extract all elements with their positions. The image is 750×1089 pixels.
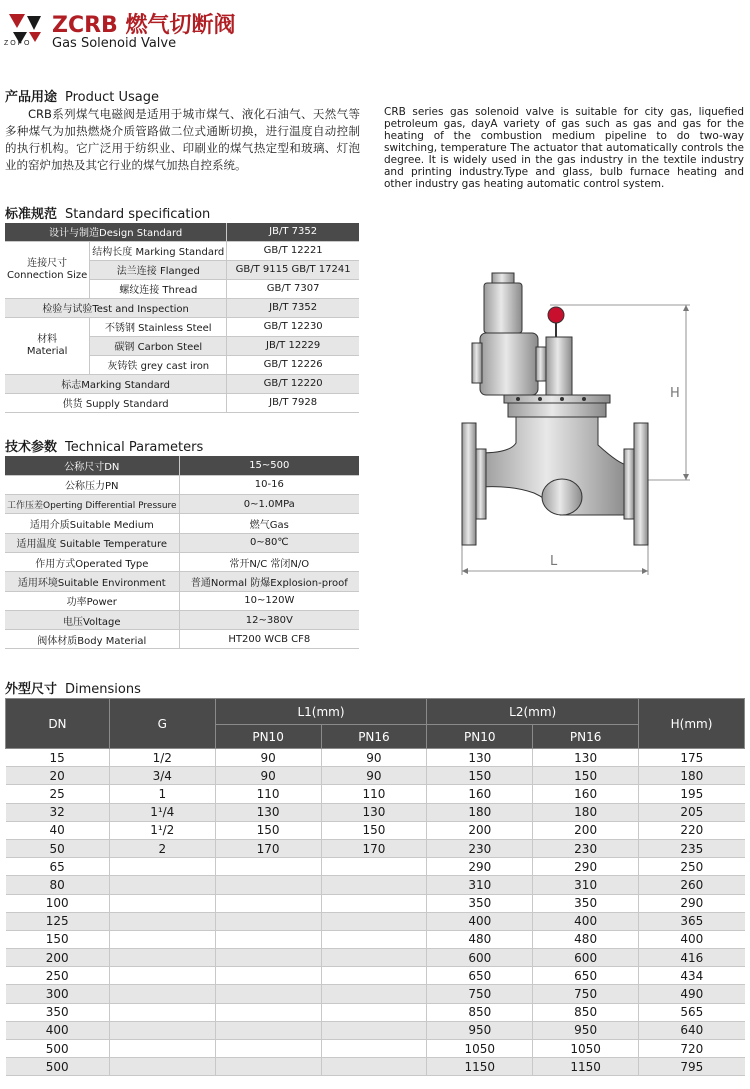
table-row	[6, 749, 745, 767]
g-cell	[109, 930, 215, 948]
tech-value: 12~380V	[179, 610, 359, 629]
l1-pn10-cell	[215, 1021, 321, 1039]
l1-pn10-cell: 110	[215, 785, 321, 803]
dimensions-body	[6, 749, 745, 1076]
l2-pn10-cell: 400	[427, 912, 533, 930]
header-h: H(mm)	[639, 699, 745, 749]
supply-label: 供货 Supply Standard	[5, 393, 227, 412]
h-cell: 235	[639, 839, 745, 857]
tech-label: 电压Voltage	[5, 610, 179, 629]
dn-cell: 300	[6, 985, 110, 1003]
g-cell	[109, 1003, 215, 1021]
l1-pn10-cell: 90	[215, 749, 321, 767]
header-g: G	[109, 699, 215, 749]
table-row	[6, 876, 745, 894]
l1-pn10-cell	[215, 967, 321, 985]
tech-value: 10-16	[179, 475, 359, 494]
g-cell: 1¹/4	[109, 803, 215, 821]
dn-cell: 50	[6, 839, 110, 857]
standard-heading-en: Standard specification	[65, 207, 211, 222]
l1-pn10-cell	[215, 985, 321, 1003]
header-l2-pn16: PN16	[533, 725, 639, 749]
header-l2-pn10: PN10	[427, 725, 533, 749]
l2-pn10-cell: 600	[427, 949, 533, 967]
l1-pn16-cell	[321, 985, 427, 1003]
l1-pn16-cell	[321, 1040, 427, 1058]
l1-pn16-cell	[321, 930, 427, 948]
l1-pn16-cell	[321, 894, 427, 912]
l2-pn10-cell: 480	[427, 930, 533, 948]
usage-text-en: CRB series gas solenoid valve is suitable for city gas, liquefied petroleum gas, dayA variety of gas such as gas and gas for the heating of the combustion medium pipeline to do two-way switching, temperature The actuator that automatically controls the degree. It is widely used in the gas industry in the textile industry and printing industry.Type and glass, bulb furnace heating and other industry gas heating automatic control system.	[384, 106, 744, 190]
g-cell: 1/2	[109, 749, 215, 767]
l2-pn16-cell: 150	[533, 767, 639, 785]
dn-cell: 250	[6, 967, 110, 985]
table-row	[6, 803, 745, 821]
g-cell: 1	[109, 785, 215, 803]
dn-cell: 32	[6, 803, 110, 821]
l1-pn16-cell	[321, 1058, 427, 1076]
l1-pn10-cell	[215, 912, 321, 930]
g-cell	[109, 858, 215, 876]
material-item-label: 不锈钢 Stainless Steel	[90, 317, 227, 336]
l1-pn16-cell	[321, 967, 427, 985]
l1-pn10-cell: 90	[215, 767, 321, 785]
table-row	[6, 1003, 745, 1021]
g-cell	[109, 949, 215, 967]
l1-pn16-cell: 110	[321, 785, 427, 803]
l2-pn10-cell: 290	[427, 858, 533, 876]
l2-pn16-cell: 850	[533, 1003, 639, 1021]
connection-group-label	[5, 241, 90, 298]
dn-cell: 125	[6, 912, 110, 930]
connection-label-en: Connection Size	[7, 269, 88, 281]
table-row	[6, 785, 745, 803]
l2-pn10-cell: 1150	[427, 1058, 533, 1076]
h-cell: 400	[639, 930, 745, 948]
connection-item-label: 法兰连接 Flanged	[90, 260, 227, 279]
l2-pn10-cell: 160	[427, 785, 533, 803]
tech-value: 常开N/C 常闭N/O	[179, 552, 359, 571]
table-row	[5, 374, 359, 393]
tech-heading-en: Technical Parameters	[65, 440, 204, 455]
g-cell	[109, 912, 215, 930]
tech-label: 作用方式Operated Type	[5, 552, 179, 571]
dn-cell: 500	[6, 1040, 110, 1058]
g-cell	[109, 985, 215, 1003]
dn-cell: 200	[6, 949, 110, 967]
table-row	[5, 223, 359, 241]
connection-item-value: GB/T 12221	[227, 241, 359, 260]
tech-value: 0~1.0MPa	[179, 495, 359, 514]
g-cell: 2	[109, 839, 215, 857]
dn-cell: 350	[6, 1003, 110, 1021]
l1-pn10-cell	[215, 949, 321, 967]
h-cell: 720	[639, 1040, 745, 1058]
h-cell: 365	[639, 912, 745, 930]
l1-pn10-cell	[215, 1040, 321, 1058]
l1-pn10-cell: 170	[215, 839, 321, 857]
table-row	[5, 495, 359, 514]
h-cell: 175	[639, 749, 745, 767]
g-cell	[109, 894, 215, 912]
h-cell: 205	[639, 803, 745, 821]
l1-pn16-cell: 90	[321, 749, 427, 767]
table-row	[5, 393, 359, 412]
l1-pn16-cell: 90	[321, 767, 427, 785]
g-cell	[109, 1021, 215, 1039]
dimensions-heading	[5, 678, 141, 697]
connection-label-zh: 连接尺寸	[27, 257, 68, 269]
table-row	[6, 1040, 745, 1058]
l2-pn10-cell: 750	[427, 985, 533, 1003]
dimensions-heading-en: Dimensions	[65, 682, 141, 697]
usage-heading-zh: 产品用途	[5, 90, 58, 105]
table-row	[6, 930, 745, 948]
g-cell	[109, 876, 215, 894]
l2-pn10-cell: 850	[427, 1003, 533, 1021]
l1-pn10-cell: 130	[215, 803, 321, 821]
l2-pn10-cell: 200	[427, 821, 533, 839]
usage-heading	[5, 86, 159, 105]
header-dn: DN	[6, 699, 110, 749]
l2-pn16-cell: 130	[533, 749, 639, 767]
dn-cell: 150	[6, 930, 110, 948]
table-row	[6, 894, 745, 912]
tech-value: 15~500	[179, 456, 359, 475]
table-row	[6, 858, 745, 876]
g-cell: 3/4	[109, 767, 215, 785]
material-item-value: JB/T 12229	[227, 336, 359, 355]
header-l1: L1(mm)	[215, 699, 427, 725]
standard-heading	[5, 203, 210, 222]
tech-value: 10~120W	[179, 591, 359, 610]
l2-pn16-cell: 290	[533, 858, 639, 876]
h-cell: 220	[639, 821, 745, 839]
table-row	[5, 298, 359, 317]
l1-pn10-cell	[215, 858, 321, 876]
dn-cell: 80	[6, 876, 110, 894]
l2-pn16-cell: 230	[533, 839, 639, 857]
table-row	[6, 985, 745, 1003]
valve-drawing	[450, 265, 700, 585]
material-label-en: Material	[26, 345, 68, 357]
table-row	[6, 967, 745, 985]
l2-pn16-cell: 200	[533, 821, 639, 839]
tech-label: 适用介质Suitable Medium	[5, 514, 179, 533]
h-cell: 180	[639, 767, 745, 785]
l1-pn16-cell	[321, 949, 427, 967]
table-row	[6, 1021, 745, 1039]
table-row	[6, 767, 745, 785]
table-row	[6, 949, 745, 967]
l1-pn10-cell	[215, 930, 321, 948]
tech-label: 公称压力PN	[5, 475, 179, 494]
table-row	[5, 475, 359, 494]
l2-pn10-cell: 1050	[427, 1040, 533, 1058]
tech-table	[5, 456, 359, 649]
h-cell: 434	[639, 967, 745, 985]
l1-pn16-cell: 170	[321, 839, 427, 857]
l1-pn10-cell	[215, 1058, 321, 1076]
table-row	[6, 839, 745, 857]
tech-label: 适用环境Suitable Environment	[5, 572, 179, 591]
table-row	[5, 241, 359, 260]
standard-heading-zh: 标准规范	[5, 207, 58, 222]
l2-pn16-cell: 160	[533, 785, 639, 803]
table-row	[5, 514, 359, 533]
l2-pn16-cell: 480	[533, 930, 639, 948]
connection-item-label: 结构长度 Marking Standard	[90, 241, 227, 260]
header-l1-pn10: PN10	[215, 725, 321, 749]
usage-text-zh: CRB系列煤气电磁阀是适用于城市煤气、液化石油气、天然气等多种煤气为加热燃烧介质管路做二位式通断切换，进行温度自动控制的执行机构。它广泛用于纺织业、印刷业的煤气热定型和玻璃、灯泡业的窑炉加热及其它行业的煤气加热自控系统。	[5, 107, 360, 172]
l2-pn16-cell: 180	[533, 803, 639, 821]
l2-pn10-cell: 350	[427, 894, 533, 912]
table-row	[6, 1058, 745, 1076]
g-cell: 1¹/2	[109, 821, 215, 839]
supply-value: JB/T 7928	[227, 393, 359, 412]
table-row	[5, 317, 359, 336]
l1-pn16-cell	[321, 912, 427, 930]
inspection-value: JB/T 7352	[227, 298, 359, 317]
h-cell: 565	[639, 1003, 745, 1021]
tech-label: 功率Power	[5, 591, 179, 610]
tech-label: 公称尺寸DN	[5, 456, 179, 475]
l2-pn10-cell: 230	[427, 839, 533, 857]
l2-pn10-cell: 310	[427, 876, 533, 894]
page-subtitle: Gas Solenoid Valve	[52, 36, 177, 51]
table-row	[5, 552, 359, 571]
h-cell: 195	[639, 785, 745, 803]
table-row	[6, 912, 745, 930]
tech-label: 工作压差Operting Differential Pressure	[5, 495, 179, 514]
h-cell: 490	[639, 985, 745, 1003]
connection-item-value: GB/T 9115 GB/T 17241	[227, 260, 359, 279]
tech-value: HT200 WCB CF8	[179, 630, 359, 649]
dn-cell: 400	[6, 1021, 110, 1039]
tech-label: 适用温度 Suitable Temperature	[5, 533, 179, 552]
logo-text: ZOFO	[4, 40, 32, 47]
l1-pn16-cell: 150	[321, 821, 427, 839]
connection-item-value: GB/T 7307	[227, 279, 359, 298]
l2-pn16-cell: 600	[533, 949, 639, 967]
h-cell: 795	[639, 1058, 745, 1076]
table-row	[5, 456, 359, 475]
l1-pn10-cell	[215, 1003, 321, 1021]
dimension-l-label: L	[550, 554, 558, 569]
l2-pn16-cell: 350	[533, 894, 639, 912]
table-row	[5, 533, 359, 552]
tech-value: 0~80℃	[179, 533, 359, 552]
l2-pn16-cell: 1050	[533, 1040, 639, 1058]
h-cell: 640	[639, 1021, 745, 1039]
dn-cell: 20	[6, 767, 110, 785]
material-item-label: 碳钢 Carbon Steel	[90, 336, 227, 355]
dn-cell: 500	[6, 1058, 110, 1076]
h-cell: 250	[639, 858, 745, 876]
dn-cell: 40	[6, 821, 110, 839]
g-cell	[109, 1040, 215, 1058]
page-title: ZCRB 燃气切断阀	[52, 13, 236, 38]
table-row	[6, 821, 745, 839]
tech-heading	[5, 436, 203, 455]
material-item-value: GB/T 12230	[227, 317, 359, 336]
dn-cell: 15	[6, 749, 110, 767]
g-cell	[109, 967, 215, 985]
l2-pn10-cell: 180	[427, 803, 533, 821]
header-l2: L2(mm)	[427, 699, 639, 725]
material-item-label: 灰铸铁 grey cast iron	[90, 355, 227, 374]
l1-pn10-cell: 150	[215, 821, 321, 839]
l1-pn10-cell	[215, 894, 321, 912]
tech-label: 阀体材质Body Material	[5, 630, 179, 649]
dimension-h-label: H	[670, 386, 680, 401]
h-cell: 260	[639, 876, 745, 894]
l2-pn10-cell: 950	[427, 1021, 533, 1039]
l2-pn10-cell: 130	[427, 749, 533, 767]
l2-pn16-cell: 650	[533, 967, 639, 985]
material-group-label	[5, 317, 90, 374]
l2-pn10-cell: 150	[427, 767, 533, 785]
tech-value: 普通Normal 防爆Explosion-proof	[179, 572, 359, 591]
table-row	[5, 572, 359, 591]
table-row	[5, 610, 359, 629]
dn-cell: 65	[6, 858, 110, 876]
l1-pn16-cell	[321, 1021, 427, 1039]
l2-pn16-cell: 950	[533, 1021, 639, 1039]
l2-pn16-cell: 1150	[533, 1058, 639, 1076]
table-row	[5, 591, 359, 610]
l2-pn10-cell: 650	[427, 967, 533, 985]
standard-table	[5, 223, 359, 413]
l2-pn16-cell: 310	[533, 876, 639, 894]
table-header-row	[6, 699, 745, 725]
marking-label: 标志Marking Standard	[5, 374, 227, 393]
connection-item-label: 螺纹连接 Thread	[90, 279, 227, 298]
dimensions-table	[5, 698, 745, 1076]
l1-pn16-cell	[321, 1003, 427, 1021]
design-value: JB/T 7352	[227, 223, 359, 241]
l1-pn16-cell	[321, 876, 427, 894]
header-l1-pn16: PN16	[321, 725, 427, 749]
tech-value: 燃气Gas	[179, 514, 359, 533]
tech-heading-zh: 技术参数	[5, 440, 58, 455]
dn-cell: 100	[6, 894, 110, 912]
g-cell	[109, 1058, 215, 1076]
usage-heading-en: Product Usage	[65, 90, 160, 105]
h-cell: 416	[639, 949, 745, 967]
table-row	[5, 630, 359, 649]
dn-cell: 25	[6, 785, 110, 803]
l2-pn16-cell: 400	[533, 912, 639, 930]
material-item-value: GB/T 12226	[227, 355, 359, 374]
l1-pn10-cell	[215, 876, 321, 894]
dimensions-heading-zh: 外型尺寸	[5, 682, 58, 697]
design-label: 设计与制造Design Standard	[5, 223, 227, 241]
l2-pn16-cell: 750	[533, 985, 639, 1003]
l1-pn16-cell	[321, 858, 427, 876]
material-label-zh: 材料	[37, 333, 58, 345]
h-cell: 290	[639, 894, 745, 912]
inspection-label: 检验与试验Test and Inspection	[5, 298, 227, 317]
l1-pn16-cell: 130	[321, 803, 427, 821]
marking-value: GB/T 12220	[227, 374, 359, 393]
